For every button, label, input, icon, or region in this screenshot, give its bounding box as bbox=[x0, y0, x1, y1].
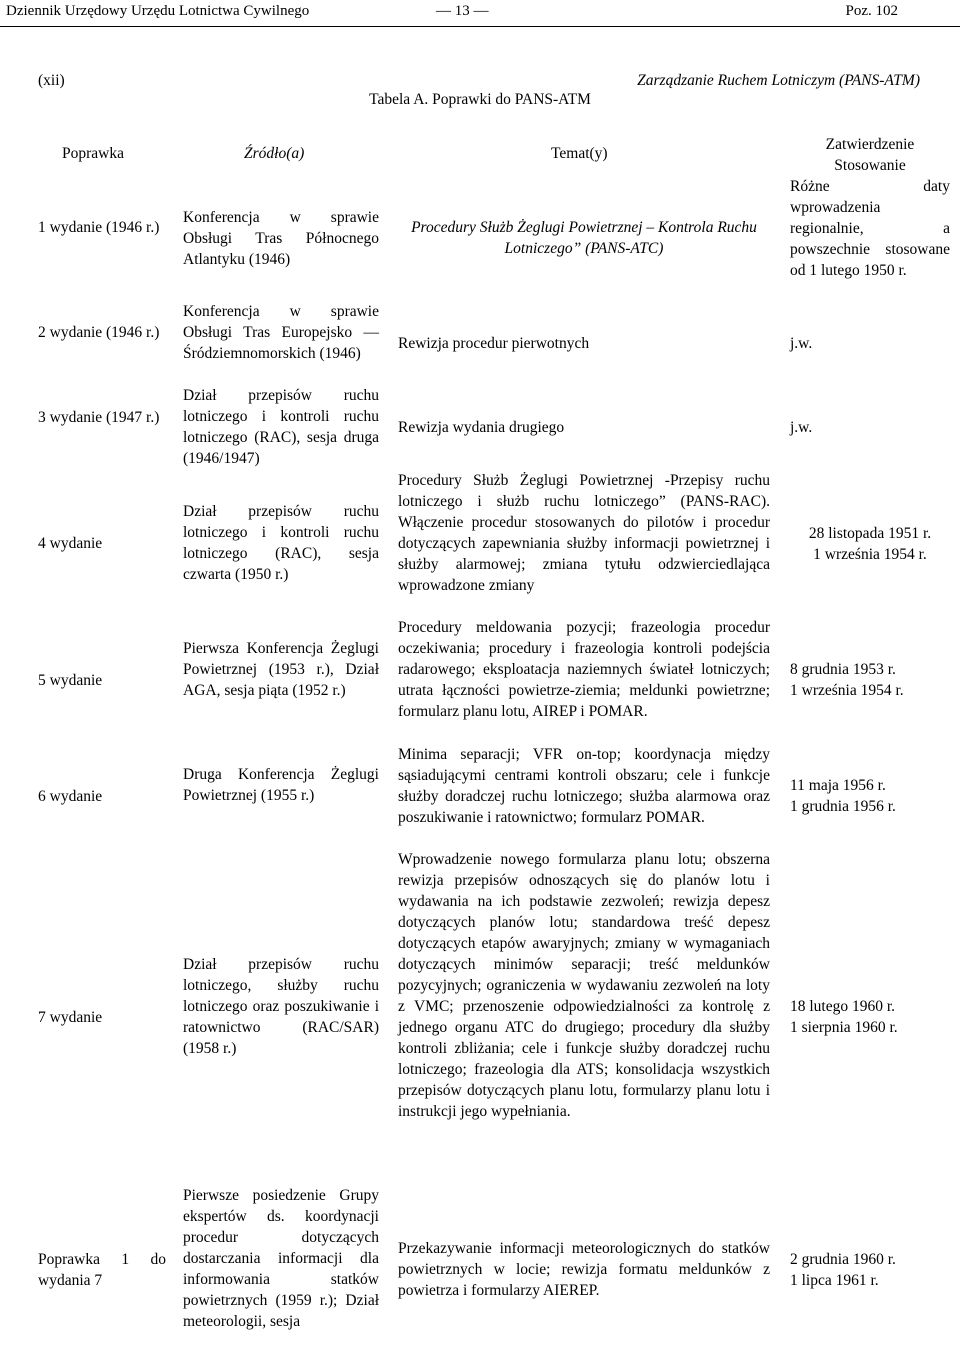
row5-source: Pierwsza Konferencja Żeglugi Powietrznej (1953 r.), Dział AGA, sesja piąta (1952 r.) bbox=[183, 640, 379, 699]
row6-approval-date: 11 maja 1956 r. bbox=[790, 777, 886, 794]
row1-dates: Różne daty wprowadzenia regionalnie, a powszechnie stosowane od 1 lutego 1950 r. bbox=[790, 178, 950, 279]
col-header-applicable: Stosowanie bbox=[834, 157, 906, 174]
row3-dates: j.w. bbox=[790, 419, 813, 436]
col-header-approval: Zatwierdzenie bbox=[825, 136, 915, 153]
row4-applicable-date: 1 września 1954 r. bbox=[813, 546, 927, 563]
row7-approval-date: 18 lutego 1960 r. bbox=[790, 998, 896, 1015]
row8-dates bbox=[790, 1249, 950, 1291]
row3-source: Dział przepisów ruchu lotniczego i kontroli ruchu lotniczego (RAC), sesja druga (1946/1947) bbox=[183, 387, 379, 467]
row6-source: Druga Konferencja Żeglugi Powietrznej (1955 r.) bbox=[183, 766, 379, 804]
row4-source: Dział przepisów ruchu lotniczego i kontroli ruchu lotniczego (RAC), sesja czwarta (1950 r.) bbox=[183, 503, 379, 583]
row6-subject: Minima separacji; VFR on-top; koordynacja między sąsiadującymi centrami kontroli obszaru; cele i funkcje służby doradczej ruchu lotniczego; służba alarmowa oraz poszukiwanie i ratownictwo; formularz POMAR. bbox=[398, 746, 770, 826]
col-header-source: Źródło(a) bbox=[244, 145, 305, 162]
row4-subject: Procedury Służb Żeglugi Powietrznej -Przepisy ruchu lotniczego i służb ruchu lotniczego” (PANS-RAC). Włączenie procedur stosowanych do pilotów i procedur dotyczących zapewniania służby informacji powietrznej i służby alarmowej; zmiana tytułu odzwierciedlająca wprowadzone zmiany bbox=[398, 472, 770, 594]
row6-dates bbox=[790, 775, 950, 817]
row5-dates bbox=[790, 659, 950, 701]
row4-dates bbox=[790, 523, 950, 565]
row8-source: Pierwsze posiedzenie Grupy ekspertów ds. koordynacji procedur dotyczących dostarczania informacji dla informowania statków powietrznych (1959 r.); Dział meteorologii, sesja bbox=[183, 1187, 379, 1330]
row8-approval-date: 2 grudnia 1960 r. bbox=[790, 1251, 896, 1268]
row5-amendment: 5 wydanie bbox=[38, 672, 103, 689]
row5-approval-date: 8 grudnia 1953 r. bbox=[790, 661, 896, 678]
row1-subject: Procedury Służb Żeglugi Powietrznej – Kontrola Ruchu Lotniczego” (PANS-ATC) bbox=[411, 219, 757, 257]
section-title: Zarządzanie Ruchem Lotniczym (PANS-ATM) bbox=[637, 72, 920, 89]
page-header bbox=[0, 0, 960, 27]
row6-amendment: 6 wydanie bbox=[38, 788, 103, 805]
position-number: Poz. 102 bbox=[845, 3, 898, 19]
page-number: — 13 — bbox=[436, 3, 489, 19]
table-title: Tabela A. Poprawki do PANS-ATM bbox=[369, 91, 591, 108]
row5-applicable-date: 1 września 1954 r. bbox=[790, 682, 904, 699]
row2-amendment: 2 wydanie (1946 r.) bbox=[38, 324, 160, 341]
row1-amendment: 1 wydanie (1946 r.) bbox=[38, 219, 160, 236]
section-label: (xii) bbox=[38, 72, 65, 89]
row8-amendment: Poprawka 1 do wydania 7 bbox=[38, 1251, 166, 1289]
col-header-dates bbox=[790, 134, 950, 176]
row2-dates: j.w. bbox=[790, 335, 813, 352]
journal-name: Dziennik Urzędowy Urzędu Lotnictwa Cywilnego bbox=[6, 3, 310, 19]
row2-source: Konferencja w sprawie Obsługi Tras Europejsko — Śródziemnomorskich (1946) bbox=[183, 303, 379, 362]
row7-amendment: 7 wydanie bbox=[38, 1009, 103, 1026]
row3-amendment: 3 wydanie (1947 r.) bbox=[38, 409, 160, 426]
row7-applicable-date: 1 sierpnia 1960 r. bbox=[790, 1019, 898, 1036]
row5-subject: Procedury meldowania pozycji; frazeologia procedur oczekiwania; procedury i frazeologia kontroli podejścia radarowego; eksploatacja naziemnych świateł lotniczych; utrata łączności powietrze-ziemia; meldunki powietrzne; formularz planu lotu, AIREP i POMAR. bbox=[398, 619, 770, 720]
col-header-amendment: Poprawka bbox=[62, 145, 124, 162]
row3-subject: Rewizja wydania drugiego bbox=[398, 419, 565, 436]
row8-applicable-date: 1 lipca 1961 r. bbox=[790, 1272, 879, 1289]
row7-dates bbox=[790, 996, 950, 1038]
row2-subject: Rewizja procedur pierwotnych bbox=[398, 335, 590, 352]
row4-amendment: 4 wydanie bbox=[38, 535, 103, 552]
row7-source: Dział przepisów ruchu lotniczego, służby ruchu lotniczego oraz poszukiwanie i ratownictwo (RAC/SAR) (1958 r.) bbox=[183, 956, 379, 1057]
row6-applicable-date: 1 grudnia 1956 r. bbox=[790, 798, 896, 815]
row7-subject: Wprowadzenie nowego formularza planu lotu; obszerna rewizja przepisów odnoszących się do planów lotu i wydawania na ich podstawie zezwoleń; rewizja depesz dotyczących planów lotu; standardowa treść depesz dotyczących etapów awaryjnych; zmiany w wymaganiach dotyczących minimów separacji; treść meldunków pozycyjnych; ograniczenia w wydawaniu zezwoleń na loty z VMC; przenoszenie odpowiedzialności za kontrolę z jednego organu ATC do drugiego; procedury dla służby kontroli zbliżania; cele i funkcje służby doradczej ruchu lotniczego; frazeologia dla ATS; konsolidacja wszystkich przepisów dotyczących planu lotu, formularzy planu lotu i instrukcji jego wypełniania. bbox=[398, 851, 770, 1120]
row1-source: Konferencja w sprawie Obsługi Tras Północnego Atlantyku (1946) bbox=[183, 209, 379, 268]
row4-approval-date: 28 listopada 1951 r. bbox=[808, 525, 932, 542]
row8-subject: Przekazywanie informacji meteorologicznych do statków powietrznych w locie; rewizja formatu meldunków z powietrza i formularzy AIEREP. bbox=[398, 1240, 770, 1299]
col-header-subject: Temat(y) bbox=[551, 145, 608, 162]
